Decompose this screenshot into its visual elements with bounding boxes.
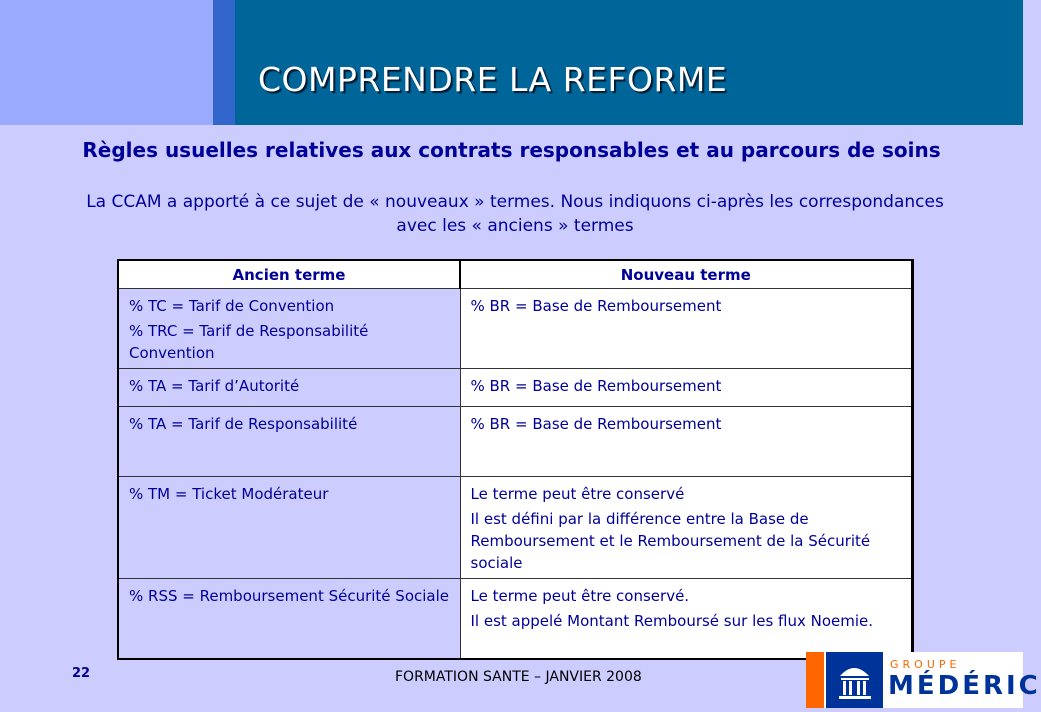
header-accent-light [0, 0, 213, 125]
logo-name-text: MÉDÉRIC [888, 671, 1041, 701]
building-icon [826, 652, 883, 708]
cell-line: % TA = Tarif de Responsabilité [129, 415, 358, 433]
cell-line: % RSS = Remboursement Sécurité Sociale [129, 587, 450, 605]
table-row [118, 369, 912, 407]
company-logo [806, 652, 1041, 708]
cell-line: % TRC = Tarif de Responsabilité Convention [129, 322, 369, 362]
page-number: 22 [72, 666, 91, 681]
cell-line: % TA = Tarif d’Autorité [129, 377, 300, 395]
logo-orange-bar [806, 652, 824, 708]
cell-line: % BR = Base de Remboursement [470, 297, 722, 315]
old-term-cell [118, 407, 460, 477]
table-header-row [118, 260, 912, 289]
old-term-cell [118, 369, 460, 407]
table-row [118, 579, 912, 659]
new-term-cell [460, 477, 912, 579]
cell-line: % TC = Tarif de Convention [129, 297, 335, 315]
header-old-term: Ancien terme [118, 260, 460, 289]
table-row [118, 477, 912, 579]
table-row [118, 289, 912, 369]
new-term-cell [460, 579, 912, 659]
old-term-cell [118, 579, 460, 659]
cell-line: Le terme peut être conservé. [470, 587, 690, 605]
cell-line: % BR = Base de Remboursement [470, 377, 722, 395]
new-term-cell [460, 369, 912, 407]
header-accent-stripe [213, 0, 235, 125]
cell-line: Le terme peut être conservé [470, 485, 685, 503]
footer-text: FORMATION SANTE – JANVIER 2008 [395, 669, 642, 685]
header-new-term: Nouveau terme [460, 260, 912, 289]
cell-line: % TM = Ticket Modérateur [129, 485, 329, 503]
new-term-cell [460, 289, 912, 369]
old-term-cell [118, 289, 460, 369]
logo-group-text: GROUPE [890, 658, 961, 671]
cell-line: Il est appelé Montant Remboursé sur les flux Noemie. [470, 612, 874, 630]
table-row [118, 407, 912, 477]
old-term-cell [118, 477, 460, 579]
terms-table [117, 259, 914, 660]
slide-title: COMPRENDRE LA REFORME [258, 60, 728, 99]
cell-line: % BR = Base de Remboursement [470, 415, 722, 433]
slide-subtitle: Règles usuelles relatives aux contrats responsables et au parcours de soins [82, 138, 941, 162]
cell-line: Il est défini par la différence entre la Base de Remboursement et le Remboursement de la Sécurité sociale [470, 510, 871, 572]
new-term-cell [460, 407, 912, 477]
intro-text: La CCAM a apporté à ce sujet de « nouveaux » termes. Nous indiquons ci-après les correspondances avec les « anciens » termes [86, 192, 944, 236]
